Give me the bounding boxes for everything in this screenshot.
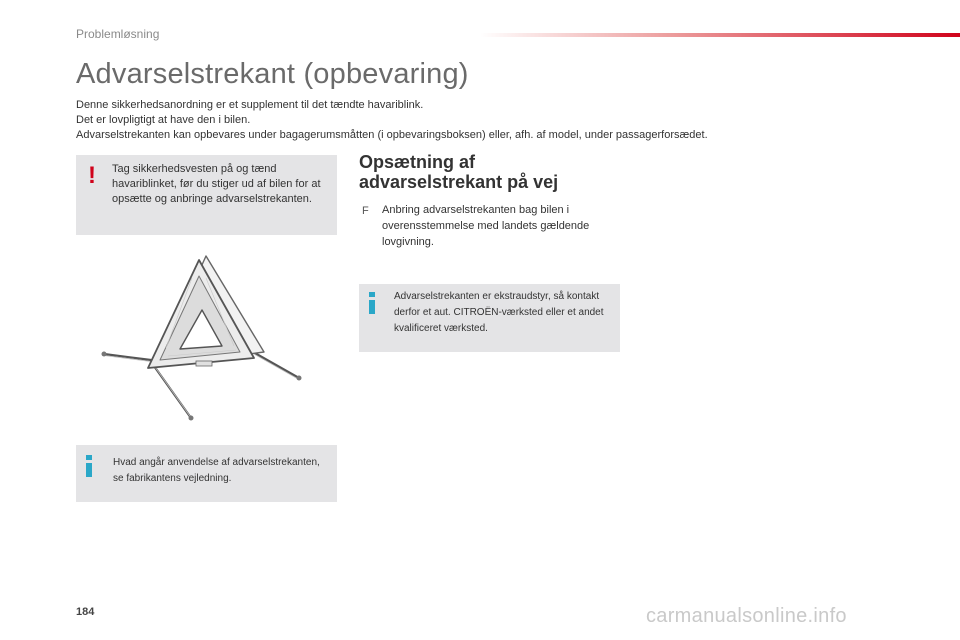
intro-line: Denne sikkerhedsanordning er et supplement til det tændte havariblink. bbox=[76, 99, 424, 111]
exclamation-icon: ! bbox=[88, 162, 96, 189]
heading-line: advarselstrekant på vej bbox=[359, 172, 559, 192]
intro-paragraph bbox=[76, 98, 708, 143]
warning-triangle-icon bbox=[96, 248, 308, 428]
warning-text: Tag sikkerhedsvesten på og tænd havariblinket, før du stiger ud af bilen for at opsætte og anbringe advarselstrekanten. bbox=[112, 163, 321, 205]
bullet-text: Anbring advarselstrekanten bag bilen i overensstemmelse med landets gældende lovgivning. bbox=[382, 204, 590, 248]
watermark: carmanualsonline.info bbox=[646, 605, 847, 627]
heading-line: Opsætning af bbox=[359, 152, 475, 172]
section-heading bbox=[359, 152, 558, 192]
info-icon bbox=[86, 455, 92, 477]
intro-line: Det er lovpligtigt at have den i bilen. bbox=[76, 114, 251, 126]
section-label: Problemløsning bbox=[76, 27, 160, 41]
warning-box bbox=[76, 155, 337, 235]
info-box-accessory bbox=[359, 284, 620, 352]
info-icon bbox=[369, 292, 375, 314]
page-title: Advarselstrekant (opbevaring) bbox=[76, 58, 469, 90]
page-number: 184 bbox=[76, 606, 95, 618]
info-text-usage: Hvad angår anvendelse af advarselstrekanten, se fabrikantens vejledning. bbox=[113, 457, 320, 484]
intro-line: Advarselstrekanten kan opbevares under bagagerumsmåtten (i opbevaringsboksen) eller, afh. af model, under passagerforsædet. bbox=[76, 129, 708, 141]
info-text-accessory: Advarselstrekanten er ekstraudstyr, så kontakt derfor et aut. CITROËN-værksted eller et andet kvalificeret værksted. bbox=[394, 291, 604, 334]
info-box-usage bbox=[76, 445, 337, 502]
header-accent-bar bbox=[480, 33, 960, 37]
bullet-marker: F bbox=[362, 205, 369, 217]
